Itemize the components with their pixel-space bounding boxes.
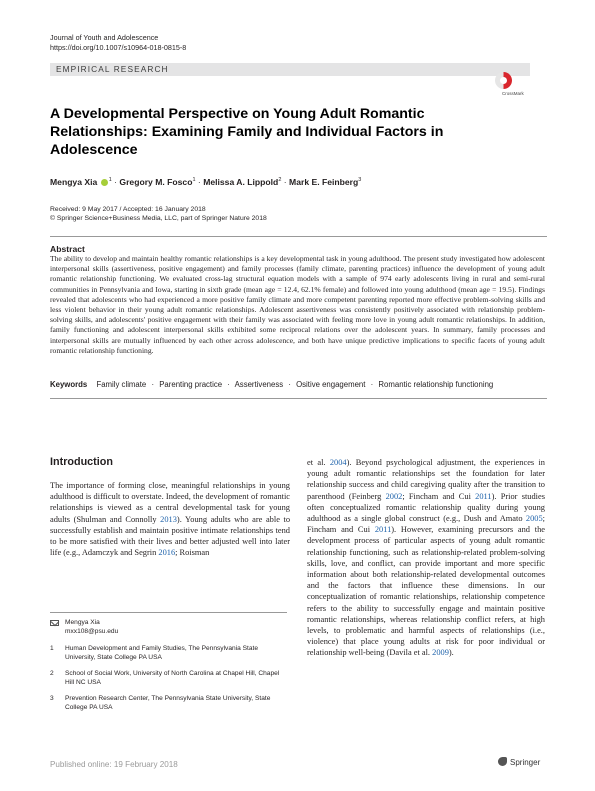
citation-link[interactable]: 2011 <box>374 525 392 535</box>
affiliation-number: 1 <box>50 645 54 652</box>
keyword: Family climate <box>96 380 147 389</box>
keywords-line <box>50 380 493 390</box>
body-text: ). Prior studies often conceptualized romantic relationship quality during young adulthood as a single global construct (e.g., Dush and Amato <box>307 491 545 524</box>
correspondence-block <box>50 619 290 639</box>
journal-name: Journal of Youth and Adolescence <box>50 33 159 42</box>
affiliation-footnote <box>50 670 290 688</box>
orcid-icon[interactable] <box>101 179 108 186</box>
author-name[interactable]: Melissa A. Lippold <box>203 177 279 187</box>
affiliation-footnote <box>50 695 290 713</box>
author-separator: · <box>283 177 287 187</box>
author-name[interactable]: Mark E. Feinberg <box>289 177 359 187</box>
affiliation-text: Human Development and Family Studies, The Pennsylvania State University, State College PA USA <box>65 645 259 661</box>
introduction-column-right <box>307 457 545 659</box>
published-date: Published online: 19 February 2018 <box>50 760 178 769</box>
abstract-text: The ability to develop and maintain healthy romantic relationships is a key developmental task in young adulthood. The present study investigated how adolescent interpersonal skills (assertiveness, positive engagement) and family processes (family climate, parenting practices) influence the development of young adult romantic relationship functioning. We evaluated cross-lag structural equation models with a sample of 974 early adolescents living in rural and semi-rural communities in Pennsylvania and Iowa, starting in sixth grade (mean age = 12.4, 62.1% female) and followed into young adulthood (mean age = 19.5). Findings revealed that adolescents who had experienced a more positive family climate and more competent parenting reported more effective problem-solving skills and less violent behavior in their young adult romantic relationships. Adolescent assertiveness was consistently positively associated with relationship problem-solving skills, and adolescents' positive engagement with their family was associated with feeling more love in young adult romantic relationships. In addition, family functioning and adolescent interpersonal skills exhibited some reciprocal relations over the adolescent years. In summary, family processes and interpersonal skills are mutually influenced by each other across adolescence, and both have unique predictive implications to specific facets of young adult romantic relationship functioning. <box>50 254 545 355</box>
correspondence-name: Mengya Xia <box>65 619 100 626</box>
body-text: ). Beyond psychological adjustment, the experiences in young adult romantic relationships set the foundation for later relationship success and child caregiving quality after the transition to parenthood (Feinberg <box>307 458 545 501</box>
body-text: The importance of forming close, meaningful relationships in young adulthood is difficult to overstate. Indeed, the development of romantic relationships is viewed as a central developmental task for young adults (Shulman and Connolly <box>50 481 290 524</box>
footnote-divider <box>50 612 287 613</box>
affiliation-text: School of Social Work, University of North Carolina at Chapel Hill, Chapel Hill NC USA <box>65 670 280 686</box>
body-text: ; Fincham and Cui <box>307 514 545 535</box>
mail-icon <box>50 620 59 626</box>
citation-link[interactable]: 2004 <box>329 458 347 467</box>
author-separator: · <box>197 177 201 187</box>
citation-link[interactable]: 2013 <box>160 514 177 524</box>
correspondence-email[interactable]: mxx108@psu.edu <box>65 628 119 635</box>
section-banner-label: EMPIRICAL RESEARCH <box>56 64 169 74</box>
author-list <box>50 175 361 188</box>
body-text: ; Fincham and Cui <box>402 491 476 501</box>
affiliation-number: 2 <box>50 670 54 677</box>
author-affiliation-mark: 1 <box>192 177 196 183</box>
journal-doi-link[interactable]: https://doi.org/10.1007/s10964-018-0815-8 <box>50 43 187 52</box>
keyword: Assertiveness <box>234 380 284 389</box>
received-accepted-dates: Received: 9 May 2017 / Accepted: 16 January 2018 <box>50 206 206 213</box>
body-text: ). Young adults who are able to successfully establish and maintain positive intimate relationships tend to be more satisfied with their lives and better adjusted well into later life (e.g., Adamczyk and Segrin <box>50 514 291 558</box>
keyword: Romantic relationship functioning <box>378 380 494 389</box>
author-affiliation-mark: 3 <box>358 177 362 183</box>
keyword-separator: · <box>288 380 291 389</box>
author-affiliation-mark: 1 <box>108 177 112 183</box>
introduction-column-left <box>50 480 290 558</box>
springer-horse-icon <box>498 757 507 766</box>
affiliation-text: Prevention Research Center, The Pennsylvania State University, State College PA USA <box>65 695 271 711</box>
introduction-heading: Introduction <box>50 456 113 468</box>
article-title: A Developmental Perspective on Young Adult Romantic Relationships: Examining Family and Individual Factors in Adolescence <box>50 106 444 158</box>
body-text: ). However, examining precursors and the development process of particular aspects of young adult romantic relationship functioning, such as relationship-related problem-solving skills, love, and conflict, can provide important and more specific information about both relationship-related developmental outcomes and the factors that influence these dimensions. In our conceptualization of romantic relationships, relationship competence refers to the ability to successfully engage and maintain positive romantic relationships, whereas relationship conflict refers, at high levels, to problematic and harmful aspects of relationships (i.e., violence) that place young adults at risk for poor individual or relationship well-being (Davila et al. <box>307 525 545 658</box>
publisher-logo <box>498 757 540 767</box>
divider <box>50 398 547 399</box>
author-affiliation-mark: 2 <box>278 177 282 183</box>
keyword: Parenting practice <box>159 380 223 389</box>
abstract-heading: Abstract <box>50 244 85 254</box>
keywords-label: Keywords <box>50 380 88 389</box>
article-dates <box>50 205 267 223</box>
affiliation-footnote <box>50 645 290 663</box>
keyword-separator: · <box>370 380 374 389</box>
citation-link[interactable]: 2016 <box>158 548 176 558</box>
journal-header <box>50 33 186 53</box>
author-name[interactable]: Mengya Xia <box>50 177 98 187</box>
section-banner <box>50 63 530 76</box>
author-name[interactable]: Gregory M. Fosco <box>119 177 193 187</box>
affiliation-number: 3 <box>50 695 54 702</box>
keyword: Ositive engagement <box>296 380 366 389</box>
crossmark-label: CrossMark <box>502 91 524 96</box>
citation-link[interactable]: 2005 <box>525 514 543 524</box>
keyword-separator: · <box>227 380 230 389</box>
citation-link[interactable]: 2002 <box>385 491 403 501</box>
publisher-name: Springer <box>510 758 541 767</box>
citation-link[interactable]: 2009 <box>432 648 449 658</box>
author-separator: · <box>114 177 118 187</box>
crossmark-badge[interactable] <box>490 72 540 98</box>
body-text: ). <box>448 648 454 658</box>
citation-link[interactable]: 2011 <box>475 491 492 501</box>
copyright-line: © Springer Science+Business Media, LLC, part of Springer Nature 2018 <box>50 215 267 222</box>
keyword-separator: · <box>151 380 155 389</box>
divider <box>50 236 547 237</box>
crossmark-icon <box>495 72 512 89</box>
body-text: et al. <box>307 458 330 467</box>
body-text: ; Roisman <box>175 548 210 558</box>
